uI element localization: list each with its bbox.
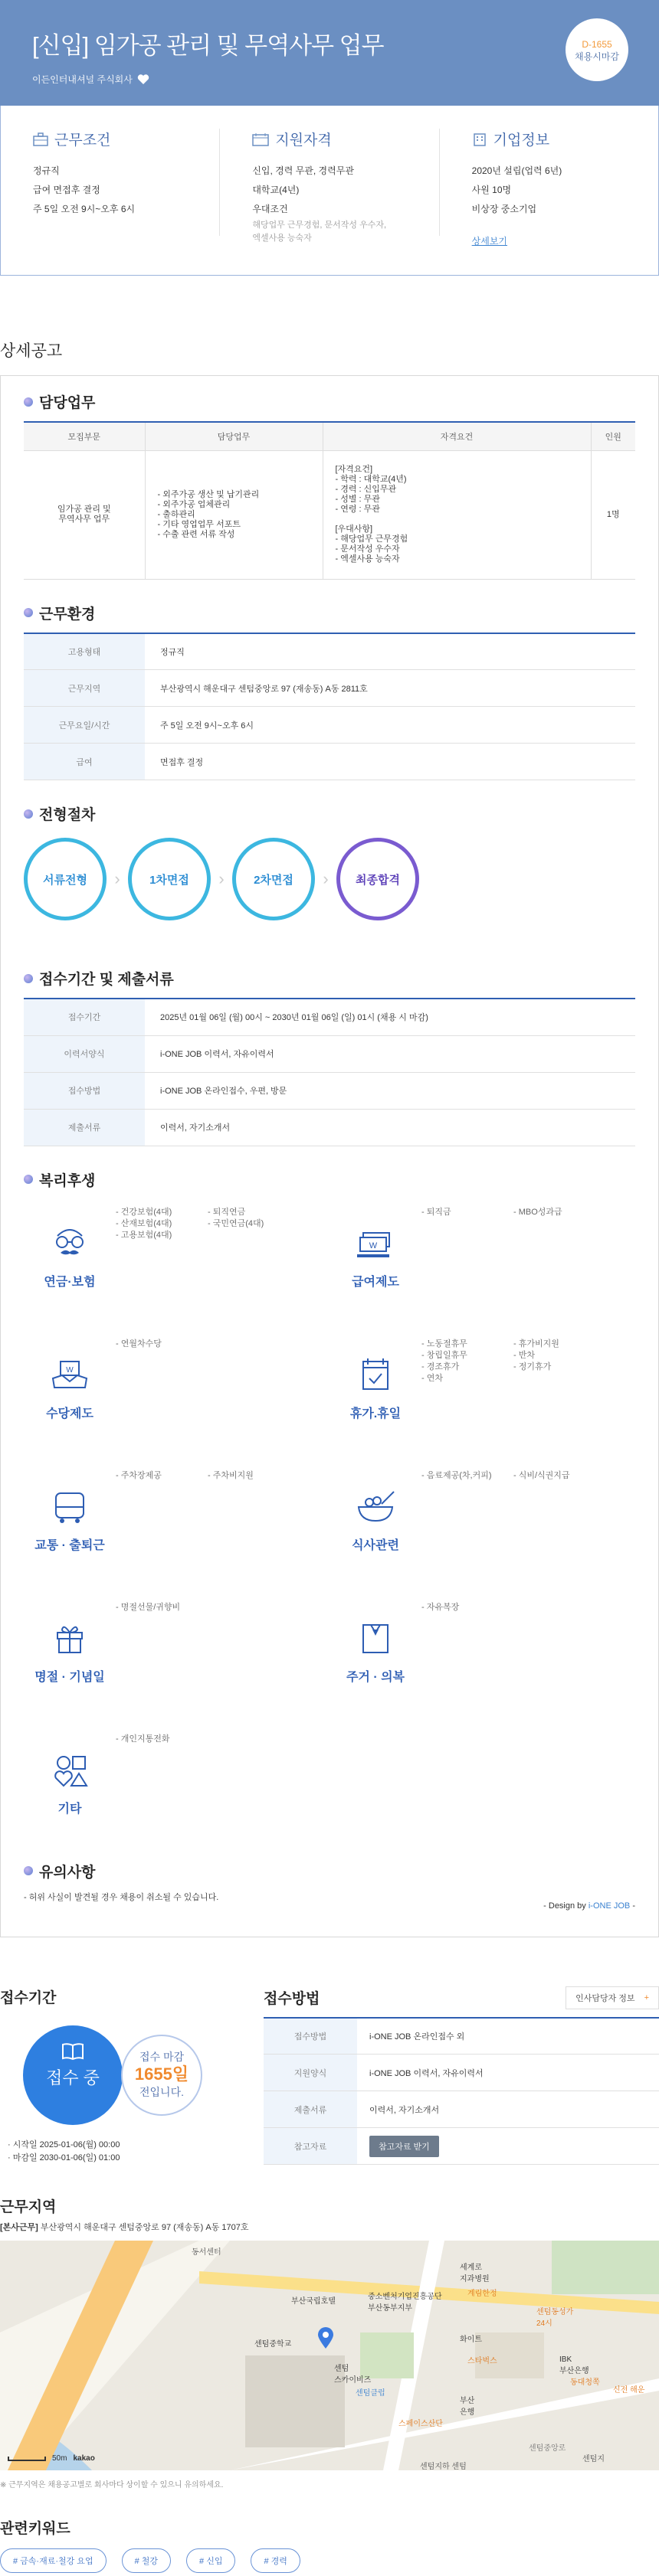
period-dates — [0, 2139, 264, 2165]
map-label: 센텀지하 센텀 — [420, 2463, 467, 2470]
period-title: 접수기간 — [0, 1989, 57, 2006]
welfare-label: 연금·보험 — [44, 1275, 96, 1289]
row-value: i-ONE JOB 이력서, 자유이력서 — [145, 1035, 635, 1072]
map-brand: kakao — [73, 2454, 95, 2463]
map-label: 센텀중앙로 — [529, 2444, 566, 2453]
section-title: 담당업무 — [39, 395, 96, 411]
table-row — [24, 1109, 635, 1146]
process-step: 서류전형 — [24, 838, 107, 920]
map-label: 센텀클럽 — [356, 2389, 385, 2398]
row-value: 이력서, 자기소개서 — [145, 1109, 635, 1146]
welfare-item — [330, 1331, 635, 1463]
id-card-icon — [252, 132, 269, 146]
welfare-item — [330, 1594, 635, 1726]
table-row — [24, 1072, 635, 1109]
welfare-label: 명절 · 기념일 — [34, 1670, 105, 1684]
company-name[interactable] — [32, 73, 634, 86]
row-label: 제출서류 — [24, 1109, 145, 1146]
company-label: 이든인터내셔널 주식회사 — [32, 74, 133, 85]
table-header: 인원 — [591, 422, 635, 450]
section-title: 접수기간 및 제출서류 — [39, 972, 174, 988]
keyword-tag[interactable]: # 신입 — [186, 2548, 235, 2573]
table-cell: 임가공 관리 및 무역사무 업무 — [24, 450, 145, 579]
bullet-icon — [24, 1175, 33, 1184]
remaining-days: 1655일 — [134, 2064, 189, 2084]
map-label: 센텀동성가 24시 — [536, 2308, 574, 2328]
process-step: 최종합격 — [336, 838, 419, 920]
map-label: 화이트 — [460, 2336, 482, 2344]
row-label: 이력서양식 — [24, 1035, 145, 1072]
map-pin-icon[interactable] — [317, 2326, 334, 2349]
welfare-entry: - 자유복장 — [421, 1602, 460, 1612]
welfare-item — [24, 1199, 330, 1331]
map-label: 부산 은행 — [460, 2397, 475, 2417]
row-label: 접수방법 — [264, 2018, 357, 2055]
welfare-entry: - 국민연금(4대) — [208, 1218, 264, 1228]
summary-title: 기업정보 — [493, 132, 550, 149]
summary-line: 급여 면접후 결정 — [33, 185, 100, 195]
row-value: 면접후 결정 — [145, 744, 635, 780]
table-row — [24, 1035, 635, 1072]
chevron-right-icon: › — [114, 869, 120, 888]
welfare-item — [330, 1463, 635, 1594]
welfare-entry: - 노동절휴무 — [421, 1339, 467, 1348]
summary-line: 정규직 — [33, 165, 60, 176]
remaining-label: 접수 마감 — [139, 2050, 184, 2063]
row-value: i-ONE JOB 온라인접수 외 — [357, 2018, 659, 2055]
end-date: · 마감일 2030-01-06(일) 01:00 — [8, 2153, 120, 2162]
status-text: 접수 중 — [46, 2068, 100, 2087]
section-title: 복리후생 — [39, 1172, 96, 1189]
bullet-icon — [24, 1866, 33, 1875]
row-label: 참고자료 — [264, 2128, 357, 2165]
summary-qualifications — [220, 129, 439, 243]
welfare-entry: - 퇴직연금 — [208, 1207, 246, 1217]
section-title: 전형절차 — [39, 807, 96, 823]
welfare-label: 휴가.휴일 — [349, 1407, 402, 1420]
scale-bar — [8, 2457, 46, 2461]
dday-count: D-1655 — [582, 39, 612, 50]
map-label: 센텀지 — [582, 2455, 605, 2463]
map[interactable] — [0, 2241, 659, 2470]
caution-section — [24, 1861, 635, 1911]
bullet-icon — [24, 397, 33, 407]
welfare-item — [24, 1463, 330, 1594]
map-label: 스타벅스 — [467, 2357, 497, 2365]
shirt-icon — [352, 1620, 398, 1657]
welfare-label: 교통 · 출퇴근 — [34, 1538, 105, 1552]
status-circle — [23, 2025, 123, 2125]
chevron-right-icon: › — [218, 869, 225, 888]
welfare-entry: - 고용보험(4대) — [116, 1230, 172, 1240]
table-row — [264, 2018, 659, 2055]
svg-text:W: W — [369, 1241, 378, 1250]
hr-contact-button[interactable]: 인사담당자 정보 + — [566, 1986, 659, 2009]
row-label: 지원양식 — [264, 2055, 357, 2091]
map-label: 부산국립호텔 — [291, 2297, 336, 2306]
welfare-item — [24, 1726, 330, 1858]
dday-status: 채용시마감 — [575, 51, 619, 62]
summary-line: 주 5일 오전 9시~오후 6시 — [33, 204, 136, 214]
design-credit: - Design by i-ONE JOB - — [543, 1901, 635, 1911]
apply-summary — [0, 1986, 659, 2166]
caution-text: - 허위 사실이 발견될 경우 채용이 취소될 수 있습니다. — [24, 1892, 219, 1902]
welfare-entry: - 음료제공(차,커피) — [421, 1470, 492, 1480]
bus-icon — [47, 1489, 93, 1525]
summary-work-conditions — [1, 129, 220, 236]
period-panel — [0, 1986, 264, 2166]
summary-title: 근무조건 — [54, 132, 111, 149]
welfare-entry: - 산재보험(4대) — [116, 1218, 172, 1228]
map-label: 동서센터 — [192, 2248, 221, 2257]
summary-title: 지원자격 — [275, 132, 332, 149]
summary-subline: 엑셀사용 능숙자 — [252, 234, 312, 243]
table-row — [24, 670, 635, 707]
keyword-tag[interactable]: # 경력 — [251, 2548, 300, 2573]
table-cell: - 외주가공 생산 및 납기관리 - 외주가공 업체관리 - 출하관리 - 기타 영업업무 서포트 - 수출 관련 서류 작성 — [145, 450, 323, 579]
duty-table — [24, 421, 635, 580]
gift-icon — [47, 1620, 93, 1657]
summary-line: 우대조건 — [252, 204, 288, 214]
keyword-tag[interactable]: # 금속·재료·철강 요업 — [0, 2548, 107, 2573]
attachment-download-button[interactable]: 참고자료 받기 — [369, 2136, 439, 2157]
section-title: 유의사항 — [39, 1864, 96, 1881]
row-value: i-ONE JOB 온라인접수, 우편, 방문 — [145, 1072, 635, 1109]
row-value: 이력서, 자기소개서 — [357, 2091, 659, 2128]
welfare-entry: - 연차 — [421, 1373, 443, 1383]
job-title: [신입] 임가공 관리 및 무역사무 업무 — [32, 32, 384, 59]
apply-table — [24, 998, 635, 1146]
map-label: 스페이스산단 — [398, 2420, 443, 2428]
chevron-right-icon: › — [323, 869, 329, 888]
map-footer — [8, 2454, 95, 2463]
summary-line: 사원 10명 — [471, 185, 512, 195]
bullet-icon — [24, 809, 33, 819]
remaining-circle — [121, 2035, 202, 2116]
map-label: 세계로 지과병원 — [460, 2264, 490, 2283]
summary-line: 신입, 경력 무관, 경력무관 — [252, 165, 354, 176]
welfare-entry: - 건강보험(4대) — [116, 1207, 172, 1217]
map-label: 중소벤처기업진흥공단 부산동부지부 — [368, 2293, 442, 2313]
map-label: 센텀 스카이비즈 — [334, 2365, 372, 2385]
welfare-item — [24, 1331, 330, 1463]
glasses-mustache-icon — [47, 1225, 93, 1262]
process-section — [24, 803, 635, 925]
duty-section — [24, 391, 635, 580]
start-date: · 시작일 2025-01-06(월) 00:00 — [8, 2140, 120, 2149]
location-section — [0, 2195, 659, 2489]
summary-line: 대학교(4년) — [252, 185, 300, 195]
apply-section — [24, 968, 635, 1146]
table-row — [264, 2128, 659, 2165]
table-header: 모집부문 — [24, 422, 145, 450]
process-steps — [24, 833, 635, 925]
row-label: 근무지역 — [24, 670, 145, 707]
welfare-label: 식사관련 — [352, 1538, 399, 1552]
section-title: 근무환경 — [39, 606, 96, 623]
keywords-section — [0, 2517, 659, 2573]
row-label: 접수기간 — [24, 999, 145, 1035]
table-cell: 1명 — [591, 450, 635, 579]
location-address: [본사근무] 부산광역시 해운대구 센텀중앙로 97 (재송동) A동 1707호 — [0, 2223, 249, 2232]
welfare-entry: - 연월차수당 — [116, 1339, 162, 1348]
bullet-icon — [24, 974, 33, 983]
svg-text:W: W — [66, 1365, 74, 1375]
welfare-entry: - 경조휴가 — [421, 1362, 460, 1371]
table-header: 자격요건 — [323, 422, 591, 450]
shapes-icon — [47, 1752, 93, 1789]
briefcase-icon — [33, 132, 48, 146]
summary-subline: 해당업무 근무경험, 문서작성 우수자, — [252, 221, 386, 230]
detail-box — [0, 375, 659, 1937]
summary-company-info — [440, 129, 658, 247]
summary-line: 비상장 중소기업 — [471, 204, 537, 214]
building-icon — [472, 132, 487, 146]
welfare-entry: - 식비/식권지급 — [513, 1470, 570, 1480]
welfare-entry: - 주차비지원 — [208, 1470, 254, 1480]
welfare-entry: - 휴가비지원 — [513, 1339, 559, 1348]
process-step: 1차면접 — [128, 838, 211, 920]
rice-bowl-icon — [352, 1489, 398, 1525]
welfare-entry: - 정기휴가 — [513, 1362, 552, 1371]
remaining-suffix: 전입니다. — [139, 2085, 184, 2098]
calendar-icon — [352, 1357, 398, 1394]
welfare-label: 수당제도 — [46, 1407, 93, 1420]
table-header: 담당업무 — [145, 422, 323, 450]
welfare-label: 주거 · 의복 — [346, 1670, 405, 1684]
welfare-label: 기타 — [57, 1802, 82, 1816]
heart-icon[interactable] — [137, 74, 149, 85]
row-value: 2025년 01월 06일 (월) 00시 ~ 2030년 01월 06일 (일) 01시 (채용 시 마감) — [145, 999, 635, 1035]
location-title: 근무지역 — [0, 2199, 57, 2215]
table-row — [24, 999, 635, 1035]
row-label: 고용형태 — [24, 633, 145, 670]
welfare-section — [24, 1169, 635, 1858]
row-value: 정규직 — [145, 633, 635, 670]
welfare-item — [330, 1199, 635, 1331]
row-label: 급여 — [24, 744, 145, 780]
welfare-entry: - 주차장제공 — [116, 1470, 162, 1480]
row-value: 주 5일 오전 9시~오후 6시 — [145, 707, 635, 744]
row-value: i-ONE JOB 이력서, 자유이력서 — [357, 2055, 659, 2091]
plus-icon: + — [644, 1992, 649, 2002]
keywords-title: 관련키워드 — [0, 2521, 70, 2537]
row-label: 근무요일/시간 — [24, 707, 145, 744]
welfare-entry: - 퇴직금 — [421, 1207, 451, 1217]
summary-box — [0, 106, 659, 276]
method-table — [264, 2017, 659, 2166]
table-row — [264, 2055, 659, 2091]
table-row — [264, 2091, 659, 2128]
welfare-entry: - MBO성과급 — [513, 1207, 562, 1217]
row-value: 부산광역시 해운대구 센텀중앙로 97 (재송동) A동 2811호 — [145, 670, 635, 707]
allowance-icon — [47, 1357, 93, 1394]
welfare-item — [24, 1594, 330, 1726]
table-row — [24, 633, 635, 670]
method-panel — [264, 1986, 659, 2166]
detail-section-title: 상세공고 — [0, 342, 63, 360]
map-label: 동대청쪽 — [570, 2378, 600, 2387]
bullet-icon — [24, 608, 33, 617]
method-title: 접수방법 — [264, 1991, 320, 2007]
table-row — [24, 707, 635, 744]
process-step: 2차면접 — [232, 838, 315, 920]
money-icon — [352, 1225, 398, 1262]
map-label: IBK 부산은행 — [559, 2355, 589, 2375]
row-label: 접수방법 — [24, 1072, 145, 1109]
map-label: 계림한정 — [467, 2290, 497, 2298]
welfare-label: 급여제도 — [352, 1275, 399, 1289]
map-label: 센텀중학교 — [254, 2340, 292, 2349]
keyword-list — [0, 2548, 659, 2573]
book-icon — [61, 2042, 84, 2061]
welfare-entry: - 개인지통전화 — [116, 1734, 170, 1744]
welfare-entry: - 명절선물/귀향비 — [116, 1602, 181, 1612]
environment-table — [24, 633, 635, 781]
company-detail-link[interactable]: 상세보기 — [471, 236, 508, 247]
dday-badge — [566, 18, 628, 81]
row-label: 제출서류 — [264, 2091, 357, 2128]
map-label: 신전 해운 — [613, 2386, 645, 2395]
keyword-tag[interactable]: # 철강 — [122, 2548, 171, 2573]
job-header — [0, 0, 659, 106]
welfare-entry: - 반차 — [513, 1350, 535, 1360]
table-cell: [자격요건] - 학력 : 대학교(4년) - 경력 : 신입무관 - 성별 : 무관 - 연령 : 무관 [우대사항] - 해당업무 근무경험 - 문서작성 우수자 - 엑셀사용 능숙자 — [323, 450, 591, 579]
scale-label: 50m — [52, 2454, 67, 2463]
location-note: ※ 근무지역은 채용공고별로 회사마다 상이할 수 있으니 유의하세요. — [0, 2481, 224, 2489]
welfare-grid — [24, 1199, 635, 1858]
table-row — [24, 744, 635, 780]
summary-line: 2020년 설립(업력 6년) — [471, 165, 562, 176]
welfare-entry: - 창립일휴무 — [421, 1350, 467, 1360]
environment-section — [24, 603, 635, 781]
